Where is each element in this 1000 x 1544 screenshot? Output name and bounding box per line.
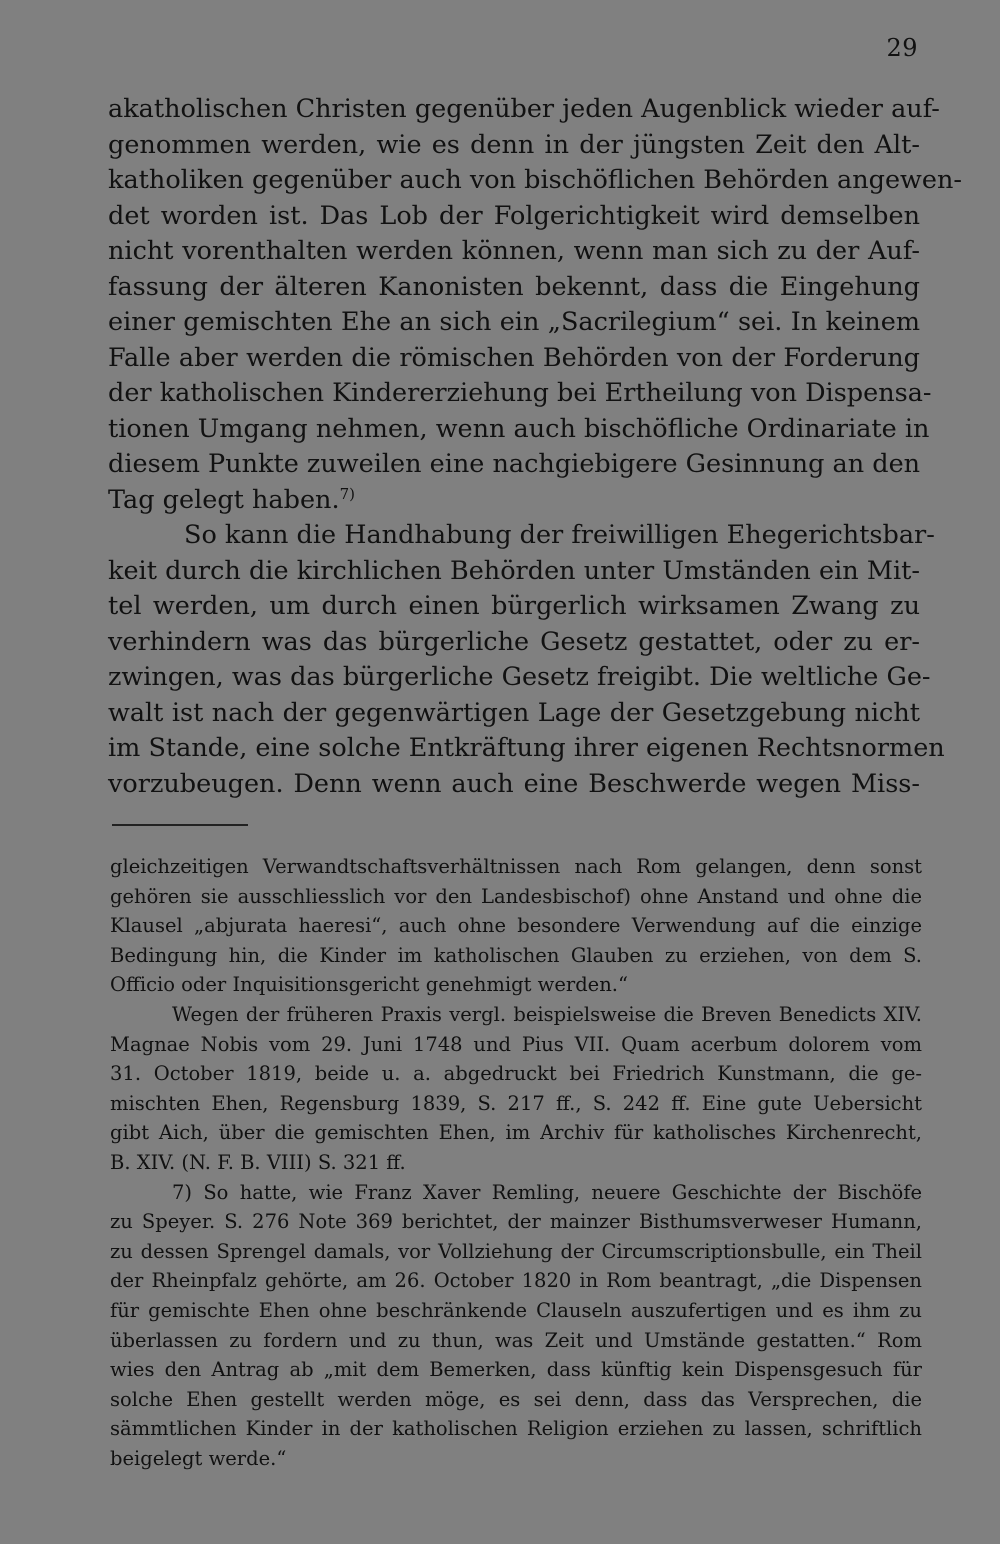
text-line: der katholischen Kindererziehung bei Ertheilung von Dispensa-: [108, 378, 932, 408]
text-line: vorzubeugen. Denn wenn auch eine Beschwerde wegen Miss-: [108, 768, 920, 799]
text-line-paragraph-start: So kann die Handhabung der freiwilligen Ehegerichtsbar-: [184, 520, 935, 550]
footnote-reference: 7): [339, 484, 355, 503]
text-line: diesem Punkte zuweilen eine nachgiebigere Gesinnung an den: [108, 449, 921, 479]
footnote-line: sämmtlichen Kinder in der katholischen Religion erziehen zu lassen, schriftlich: [110, 1417, 922, 1441]
text-line: walt ist nach der gegenwärtigen Lage der Gesetzgebung nicht: [108, 697, 920, 728]
page-number: 29: [886, 34, 918, 62]
text-line: genommen werden, wie es denn in der jüngsten Zeit den Alt-: [108, 129, 920, 160]
text-line: keit durch die kirchlichen Behörden unter Umständen ein Mit-: [108, 555, 920, 586]
main-text: [108, 92, 963, 802]
text-line: det worden ist. Das Lob der Folgerichtigkeit wird demselben: [108, 200, 920, 231]
footnote-line: der Rheinpfalz gehörte, am 26. October 1820 in Rom beantragt, „die Dispensen: [110, 1269, 922, 1293]
footnote-line: Bedingung hin, die Kinder im katholischen Glauben zu erziehen, von dem S.: [110, 943, 922, 967]
footnote-line: für gemischte Ehen ohne beschränkende Clauseln auszufertigen und es ihm zu: [110, 1298, 922, 1322]
text-line: zwingen, was das bürgerliche Gesetz freigibt. Die weltliche Ge-: [108, 662, 931, 692]
footnote-line: wies den Antrag ab „mit dem Bemerken, dass künftig kein Dispensgesuch für: [110, 1358, 922, 1382]
text-line-content: Tag gelegt haben.: [108, 484, 340, 515]
footnote-separator: [112, 824, 248, 826]
footnote-line: mischten Ehen, Regensburg 1839, S. 217 ff., S. 242 ff. Eine gute Uebersicht: [110, 1091, 922, 1115]
text-line: tel werden, um durch einen bürgerlich wirksamen Zwang zu: [108, 591, 920, 621]
footnote-line: Wegen der früheren Praxis vergl. beispielsweise die Breven Benedicts XIV.: [172, 1002, 922, 1026]
footnote-7-line: 7) So hatte, wie Franz Xaver Remling, neuere Geschichte der Bischöfe: [172, 1180, 922, 1204]
text-line: Falle aber werden die römischen Behörden von der Forderung: [108, 342, 920, 373]
footnote-line: solche Ehen gestellt werden möge, es sei denn, dass das Versprechen, die: [110, 1387, 922, 1411]
footnote-line: B. XIV. (N. F. B. VIII) S. 321 ff.: [110, 1150, 406, 1174]
text-line: fassung der älteren Kanonisten bekennt, dass die Eingehung: [108, 271, 920, 302]
footnote-line: Klausel „abjurata haeresi“, auch ohne besondere Verwendung auf die einzige: [110, 914, 922, 938]
text-line: verhindern was das bürgerliche Gesetz gestattet, oder zu er-: [108, 626, 920, 657]
footnote-line: gleichzeitigen Verwandtschaftsverhältnissen nach Rom gelangen, denn sonst: [110, 855, 922, 878]
footnote-line: 31. October 1819, beide u. a. abgedruckt bei Friedrich Kunstmann, die ge-: [110, 1062, 922, 1086]
footnote-line: beigelegt werde.“: [110, 1446, 287, 1470]
text-line-paragraph-end: [108, 483, 920, 519]
footnote-line: überlassen zu fordern und zu thun, was Zeit und Umstände gestatten.“ Rom: [110, 1328, 922, 1352]
footnote-line: gibt Aich, über die gemischten Ehen, im Archiv für katholisches Kirchenrecht,: [110, 1121, 922, 1145]
footnote-line: zu dessen Sprengel damals, vor Vollziehung der Circumscriptionsbulle, ein Theil: [110, 1239, 922, 1263]
footnotes: [110, 852, 922, 1473]
footnote-line: Officio oder Inquisitionsgericht genehmigt werden.“: [110, 973, 628, 997]
text-line: akatholischen Christen gegenüber jeden Augenblick wieder auf-: [108, 94, 940, 124]
text-line: katholiken gegenüber auch von bischöflichen Behörden angewen-: [108, 165, 963, 195]
footnote-line: zu Speyer. S. 276 Note 369 berichtet, der mainzer Bisthumsverweser Humann,: [110, 1210, 922, 1234]
footnote-line: gehören sie ausschliesslich vor den Landesbischof) ohne Anstand und ohne die: [110, 884, 922, 908]
text-line: nicht vorenthalten werden können, wenn man sich zu der Auf-: [108, 236, 920, 266]
text-line: tionen Umgang nehmen, wenn auch bischöfliche Ordinariate in: [108, 413, 930, 444]
text-line: einer gemischten Ehe an sich ein „Sacrilegium“ sei. In keinem: [108, 307, 920, 337]
footnote-line: Magnae Nobis vom 29. Juni 1748 und Pius VII. Quam acerbum dolorem vom: [110, 1032, 922, 1056]
text-line: im Stande, eine solche Entkräftung ihrer eigenen Rechtsnormen: [108, 733, 945, 763]
